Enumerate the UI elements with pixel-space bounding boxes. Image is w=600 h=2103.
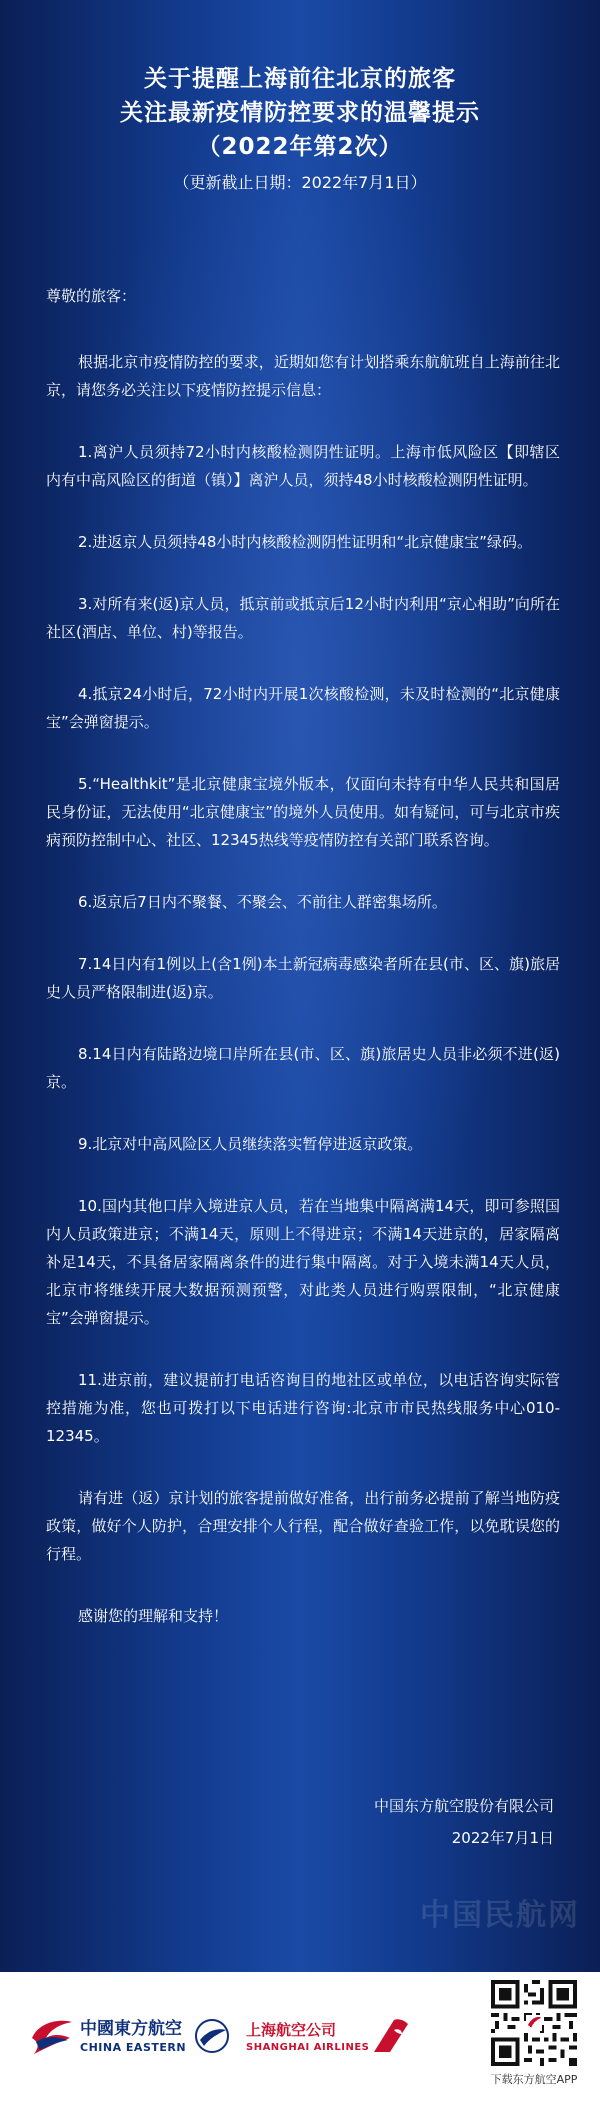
china-eastern-logo bbox=[28, 2010, 228, 2070]
shanghai-airlines-cn-name: 上海航空公司 bbox=[246, 2021, 337, 2039]
watermark: 中国民航网 bbox=[420, 1898, 580, 1933]
notice-header bbox=[0, 62, 600, 196]
signature-date: 2022年7月1日 bbox=[451, 1829, 554, 1847]
paragraph-item-7: 7.14日内有1例以上(含1例)本土新冠病毒感染者所在县(市、区、旗)旅居史人员严格限制进(返)京。 bbox=[46, 955, 560, 1001]
paragraph-item-2: 2.进返京人员须持48小时内核酸检测阴性证明和“北京健康宝”绿码。 bbox=[78, 533, 532, 551]
china-eastern-en-name: CHINA EASTERN bbox=[80, 2041, 187, 2054]
paragraph-item-1: 1.离沪人员须持72小时内核酸检测阴性证明。上海市低风险区【即辖区内有中高风险区的街道（镇）】离沪人员，须持48小时核酸检测阴性证明。 bbox=[46, 443, 560, 489]
paragraph-thanks: 感谢您的理解和支持！ bbox=[78, 1607, 229, 1625]
title-line-3: （2022年第2次） bbox=[197, 134, 403, 160]
paragraph-item-11: 11.进京前，建议提前打电话咨询目的地社区或单位，以电话咨询实际管控措施为准，您也可拨打以下电话进行咨询:北京市市民热线服务中心010-12345。 bbox=[46, 1371, 560, 1445]
update-date: （更新截止日期：2022年7月1日） bbox=[173, 173, 427, 192]
qr-caption: 下载东方航空APP bbox=[490, 2073, 578, 2086]
paragraph-closing: 请有进（返）京计划的旅客提前做好准备，出行前务必提前了解当地防疫政策，做好个人防护，合理安排个人行程，配合做好查验工作，以免耽误您的行程。 bbox=[46, 1489, 560, 1563]
shanghai-airlines-en-name: SHANGHAI AIRLINES bbox=[246, 2042, 370, 2053]
title-line-2: 关注最新疫情防控要求的温馨提示 bbox=[120, 100, 480, 126]
greeting: 尊敬的旅客： bbox=[46, 287, 137, 305]
footer-bar bbox=[0, 1972, 600, 2103]
notice-body bbox=[46, 282, 560, 1664]
paragraph-item-8: 8.14日内有陆路边境口岸所在县(市、区、旗)旅居史人员非必须不进(返)京。 bbox=[46, 1045, 560, 1091]
paragraph-item-10: 10.国内其他口岸入境进京人员，若在当地集中隔离满14天，即可参照国内人员政策进京；不满14天，原则上不得进京；不满14天进京的，居家隔离补足14天，不具备居家隔离条件的进行集中隔离。对于入境未满14天人员，北京市将继续开展大数据预测预警，对此类人员进行购票限制，“北京健康宝”会弹窗提示。 bbox=[46, 1197, 560, 1327]
qr-code-block[interactable] bbox=[486, 1980, 582, 2088]
title-line-1: 关于提醒上海前往北京的旅客 bbox=[144, 66, 456, 92]
qr-code-icon[interactable] bbox=[491, 1980, 577, 2066]
paragraph-item-5: 5.“Healthkit”是北京健康宝境外版本，仅面向未持有中华人民共和国居民身份证，无法使用“北京健康宝”的境外人员使用。如有疑问，可与北京市疾病预防控制中心、社区、12345热线等疫情防控有关部门联系咨询。 bbox=[46, 775, 560, 849]
signature-company: 中国东方航空股份有限公司 bbox=[373, 1797, 554, 1815]
shanghai-airlines-logo bbox=[246, 2012, 416, 2068]
skyteam-badge-icon bbox=[192, 2016, 232, 2056]
signature-block bbox=[374, 1790, 554, 1854]
china-eastern-cn-name: 中國東方航空 bbox=[80, 2019, 182, 2039]
paragraph-item-3: 3.对所有来(返)京人员，抵京前或抵京后12小时内利用“京心相助”向所在社区(酒店、单位、村)等报告。 bbox=[46, 595, 560, 641]
paragraph-item-4: 4.抵京24小时后，72小时内开展1次核酸检测，未及时检测的“北京健康宝”会弹窗提示。 bbox=[46, 685, 560, 731]
swallow-logo-icon bbox=[28, 2016, 76, 2060]
paragraph-item-9: 9.北京对中高风险区人员继续落实暂停进返京政策。 bbox=[78, 1135, 423, 1153]
crane-tail-icon bbox=[372, 2016, 412, 2056]
paragraph-intro: 根据北京市疫情防控的要求，近期如您有计划搭乘东航航班自上海前往北京，请您务必关注以下疫情防控提示信息： bbox=[46, 353, 560, 399]
paragraph-item-6: 6.返京后7日内不聚餐、不聚会、不前往人群密集场所。 bbox=[78, 893, 447, 911]
